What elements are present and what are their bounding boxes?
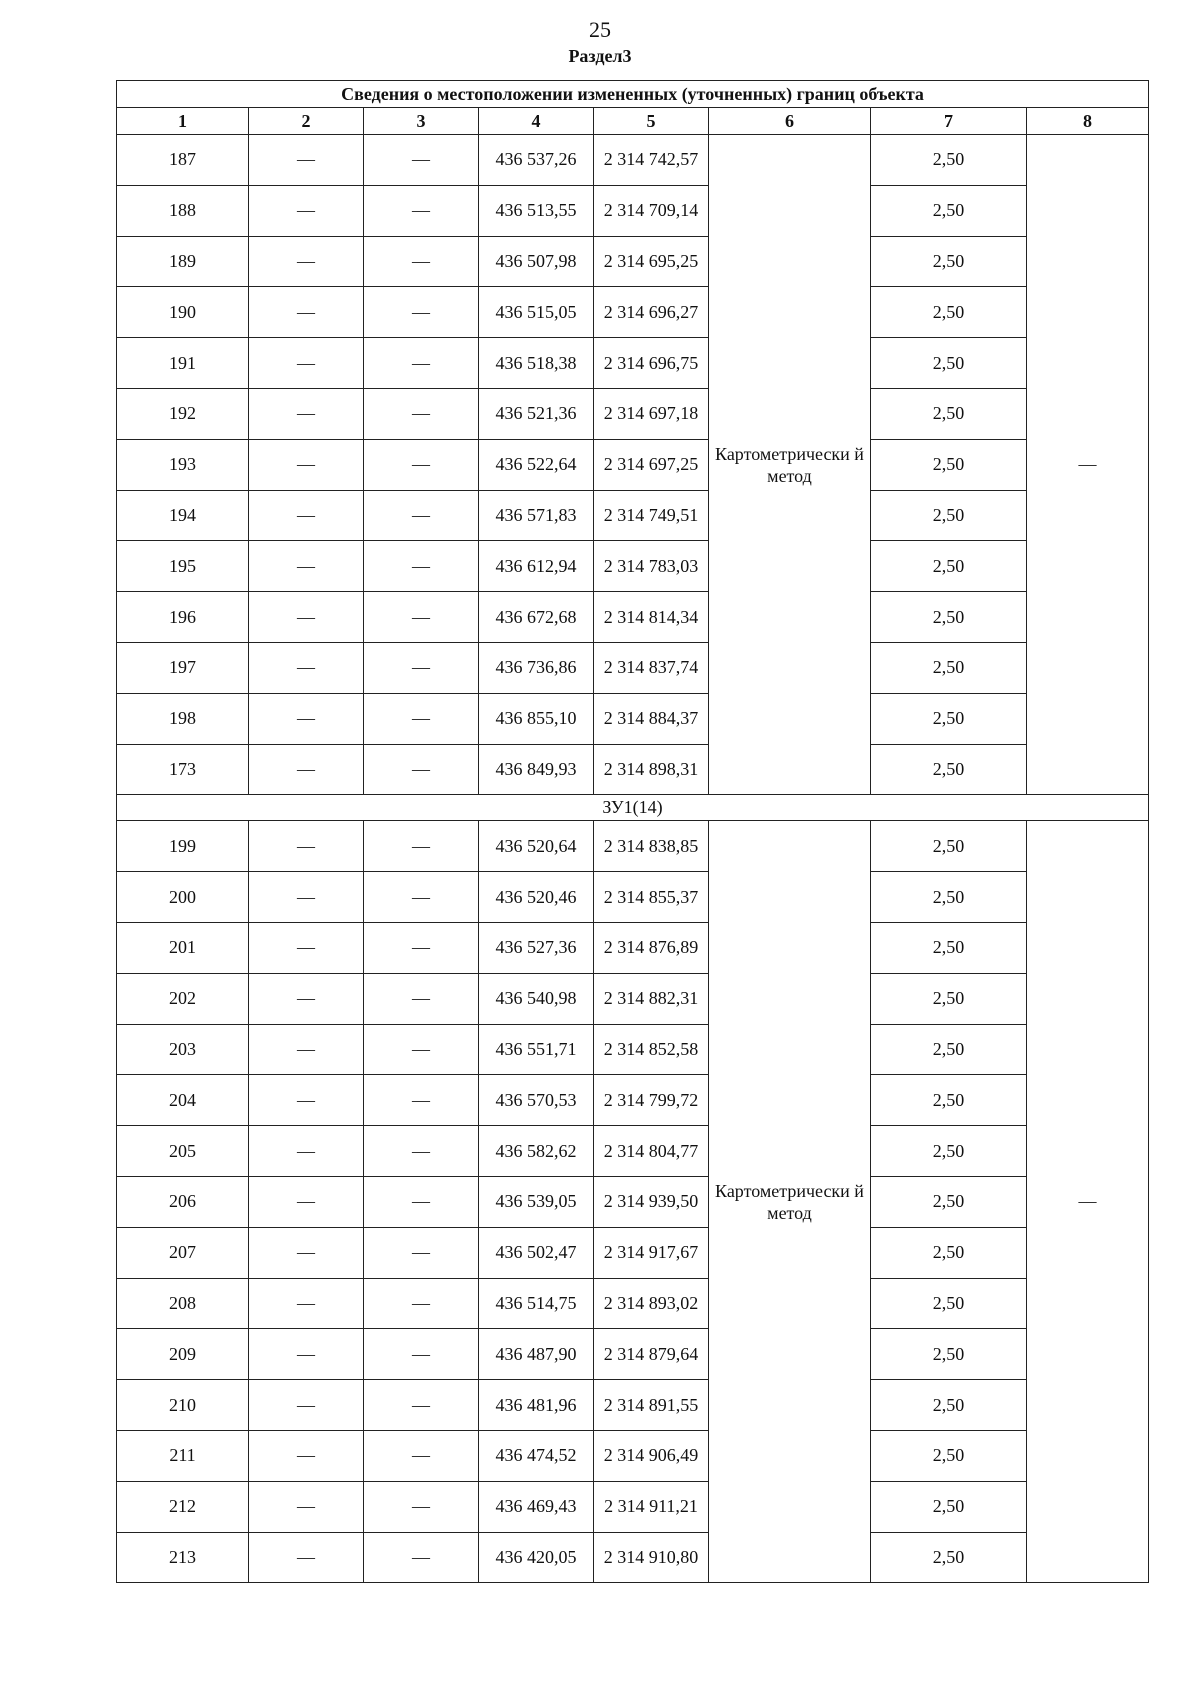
accuracy-cell: 2,50: [871, 388, 1027, 439]
column-header: 6: [709, 108, 871, 135]
accuracy-cell: 2,50: [871, 1024, 1027, 1075]
new-x-cell: 436 672,68: [479, 592, 594, 643]
new-x-cell: 436 507,98: [479, 236, 594, 287]
accuracy-cell: 2,50: [871, 1380, 1027, 1431]
old-x-cell: —: [249, 744, 364, 795]
old-x-cell: —: [249, 1126, 364, 1177]
point-number-cell: 205: [117, 1126, 249, 1177]
old-x-cell: —: [249, 922, 364, 973]
new-y-cell: 2 314 804,77: [594, 1126, 709, 1177]
old-y-cell: —: [364, 1024, 479, 1075]
new-x-cell: 436 515,05: [479, 287, 594, 338]
new-x-cell: 436 420,05: [479, 1532, 594, 1583]
point-number-cell: 196: [117, 592, 249, 643]
old-y-cell: —: [364, 744, 479, 795]
table-row: [117, 1430, 1149, 1481]
point-number-cell: 207: [117, 1227, 249, 1278]
point-number-cell: 191: [117, 338, 249, 389]
new-y-cell: 2 314 696,27: [594, 287, 709, 338]
old-y-cell: —: [364, 642, 479, 693]
new-y-cell: 2 314 876,89: [594, 922, 709, 973]
new-y-cell: 2 314 852,58: [594, 1024, 709, 1075]
new-x-cell: 436 571,83: [479, 490, 594, 541]
old-x-cell: —: [249, 1227, 364, 1278]
old-x-cell: —: [249, 1532, 364, 1583]
point-number-cell: 202: [117, 973, 249, 1024]
new-x-cell: 436 849,93: [479, 744, 594, 795]
table-caption: Сведения о местоположении измененных (уточненных) границ объекта: [117, 81, 1149, 108]
new-y-cell: 2 314 891,55: [594, 1380, 709, 1431]
table-row: [117, 693, 1149, 744]
table-row: [117, 642, 1149, 693]
table-row: [117, 490, 1149, 541]
old-x-cell: —: [249, 872, 364, 923]
table-row: [117, 821, 1149, 872]
accuracy-cell: 2,50: [871, 592, 1027, 643]
table-row: [117, 135, 1149, 186]
point-number-cell: 203: [117, 1024, 249, 1075]
new-x-cell: 436 502,47: [479, 1227, 594, 1278]
point-number-cell: 209: [117, 1329, 249, 1380]
section-title: Раздел3: [568, 46, 632, 66]
new-x-cell: 436 540,98: [479, 973, 594, 1024]
old-y-cell: —: [364, 439, 479, 490]
old-y-cell: —: [364, 821, 479, 872]
new-y-cell: 2 314 697,25: [594, 439, 709, 490]
new-y-cell: 2 314 742,57: [594, 135, 709, 186]
old-x-cell: —: [249, 388, 364, 439]
point-number-cell: 193: [117, 439, 249, 490]
point-number-cell: 208: [117, 1278, 249, 1329]
old-x-cell: —: [249, 490, 364, 541]
accuracy-cell: 2,50: [871, 287, 1027, 338]
column-header: 8: [1027, 108, 1149, 135]
new-x-cell: 436 469,43: [479, 1481, 594, 1532]
old-y-cell: —: [364, 1075, 479, 1126]
old-y-cell: —: [364, 1126, 479, 1177]
new-y-cell: 2 314 838,85: [594, 821, 709, 872]
accuracy-cell: 2,50: [871, 1481, 1027, 1532]
point-number-cell: 195: [117, 541, 249, 592]
old-y-cell: —: [364, 135, 479, 186]
old-y-cell: —: [364, 1481, 479, 1532]
new-y-cell: 2 314 879,64: [594, 1329, 709, 1380]
old-x-cell: —: [249, 973, 364, 1024]
point-number-cell: 173: [117, 744, 249, 795]
column-header: 4: [479, 108, 594, 135]
old-y-cell: —: [364, 1430, 479, 1481]
new-x-cell: 436 474,52: [479, 1430, 594, 1481]
old-y-cell: —: [364, 1532, 479, 1583]
table-row: [117, 287, 1149, 338]
new-x-cell: 436 539,05: [479, 1176, 594, 1227]
new-y-cell: 2 314 855,37: [594, 872, 709, 923]
table-row: [117, 1176, 1149, 1227]
column-8-cell: —: [1027, 135, 1149, 795]
table-row: [117, 236, 1149, 287]
column-8-cell: —: [1027, 821, 1149, 1583]
new-x-cell: 436 570,53: [479, 1075, 594, 1126]
old-y-cell: —: [364, 1380, 479, 1431]
old-y-cell: —: [364, 922, 479, 973]
accuracy-cell: 2,50: [871, 872, 1027, 923]
table-row: [117, 1227, 1149, 1278]
column-header: 5: [594, 108, 709, 135]
new-y-cell: 2 314 910,80: [594, 1532, 709, 1583]
new-x-cell: 436 520,46: [479, 872, 594, 923]
old-x-cell: —: [249, 1329, 364, 1380]
accuracy-cell: 2,50: [871, 1329, 1027, 1380]
point-number-cell: 212: [117, 1481, 249, 1532]
table-row: [117, 872, 1149, 923]
old-y-cell: —: [364, 1227, 479, 1278]
old-y-cell: —: [364, 872, 479, 923]
old-x-cell: —: [249, 541, 364, 592]
table-row: [117, 1532, 1149, 1583]
boundary-coordinates-table: [116, 80, 1149, 1583]
new-y-cell: 2 314 917,67: [594, 1227, 709, 1278]
new-y-cell: 2 314 799,72: [594, 1075, 709, 1126]
old-y-cell: —: [364, 973, 479, 1024]
new-y-cell: 2 314 939,50: [594, 1176, 709, 1227]
table-row: [117, 439, 1149, 490]
new-y-cell: 2 314 697,18: [594, 388, 709, 439]
new-y-cell: 2 314 814,34: [594, 592, 709, 643]
table-row: [117, 1126, 1149, 1177]
new-x-cell: 436 612,94: [479, 541, 594, 592]
old-x-cell: —: [249, 1278, 364, 1329]
accuracy-cell: 2,50: [871, 693, 1027, 744]
old-x-cell: —: [249, 693, 364, 744]
table-row: [117, 541, 1149, 592]
new-x-cell: 436 736,86: [479, 642, 594, 693]
point-number-cell: 187: [117, 135, 249, 186]
accuracy-cell: 2,50: [871, 1430, 1027, 1481]
new-x-cell: 436 537,26: [479, 135, 594, 186]
new-y-cell: 2 314 749,51: [594, 490, 709, 541]
point-number-cell: 213: [117, 1532, 249, 1583]
table-row: [117, 1481, 1149, 1532]
point-number-cell: 198: [117, 693, 249, 744]
point-number-cell: 190: [117, 287, 249, 338]
old-x-cell: —: [249, 1176, 364, 1227]
accuracy-cell: 2,50: [871, 338, 1027, 389]
accuracy-cell: 2,50: [871, 1176, 1027, 1227]
table-row: [117, 388, 1149, 439]
old-x-cell: —: [249, 287, 364, 338]
point-number-cell: 194: [117, 490, 249, 541]
accuracy-cell: 2,50: [871, 1126, 1027, 1177]
new-y-cell: 2 314 882,31: [594, 973, 709, 1024]
new-y-cell: 2 314 837,74: [594, 642, 709, 693]
new-x-cell: 436 518,38: [479, 338, 594, 389]
method-cell: Картометрически й метод: [709, 135, 871, 795]
table-row: [117, 338, 1149, 389]
table-row: [117, 1075, 1149, 1126]
accuracy-cell: 2,50: [871, 744, 1027, 795]
group-label-row: [117, 795, 1149, 821]
new-x-cell: 436 481,96: [479, 1380, 594, 1431]
new-y-cell: 2 314 695,25: [594, 236, 709, 287]
column-header: 1: [117, 108, 249, 135]
point-number-cell: 210: [117, 1380, 249, 1431]
table-row: [117, 744, 1149, 795]
point-number-cell: 188: [117, 185, 249, 236]
old-x-cell: —: [249, 135, 364, 186]
old-y-cell: —: [364, 185, 479, 236]
old-y-cell: —: [364, 1329, 479, 1380]
new-y-cell: 2 314 906,49: [594, 1430, 709, 1481]
accuracy-cell: 2,50: [871, 1227, 1027, 1278]
point-number-cell: 199: [117, 821, 249, 872]
point-number-cell: 204: [117, 1075, 249, 1126]
accuracy-cell: 2,50: [871, 185, 1027, 236]
accuracy-cell: 2,50: [871, 642, 1027, 693]
new-y-cell: 2 314 696,75: [594, 338, 709, 389]
new-x-cell: 436 487,90: [479, 1329, 594, 1380]
old-x-cell: —: [249, 592, 364, 643]
method-cell: Картометрически й метод: [709, 821, 871, 1583]
old-y-cell: —: [364, 338, 479, 389]
point-number-cell: 192: [117, 388, 249, 439]
accuracy-cell: 2,50: [871, 236, 1027, 287]
column-header: 3: [364, 108, 479, 135]
accuracy-cell: 2,50: [871, 1075, 1027, 1126]
accuracy-cell: 2,50: [871, 922, 1027, 973]
old-y-cell: —: [364, 693, 479, 744]
accuracy-cell: 2,50: [871, 490, 1027, 541]
column-header: 7: [871, 108, 1027, 135]
old-y-cell: —: [364, 287, 479, 338]
old-x-cell: —: [249, 1024, 364, 1075]
point-number-cell: 200: [117, 872, 249, 923]
old-x-cell: —: [249, 1380, 364, 1431]
old-y-cell: —: [364, 388, 479, 439]
old-x-cell: —: [249, 338, 364, 389]
new-x-cell: 436 521,36: [479, 388, 594, 439]
old-y-cell: —: [364, 236, 479, 287]
old-y-cell: —: [364, 1176, 479, 1227]
table-row: [117, 1278, 1149, 1329]
new-y-cell: 2 314 783,03: [594, 541, 709, 592]
old-x-cell: —: [249, 1075, 364, 1126]
accuracy-cell: 2,50: [871, 1278, 1027, 1329]
group-label: ЗУ1(14): [117, 795, 1149, 821]
point-number-cell: 189: [117, 236, 249, 287]
old-x-cell: —: [249, 185, 364, 236]
old-y-cell: —: [364, 1278, 479, 1329]
new-y-cell: 2 314 893,02: [594, 1278, 709, 1329]
new-x-cell: 436 582,62: [479, 1126, 594, 1177]
accuracy-cell: 2,50: [871, 821, 1027, 872]
old-x-cell: —: [249, 1481, 364, 1532]
point-number-cell: 211: [117, 1430, 249, 1481]
table-row: [117, 592, 1149, 643]
new-x-cell: 436 513,55: [479, 185, 594, 236]
table-row: [117, 185, 1149, 236]
old-y-cell: —: [364, 592, 479, 643]
accuracy-cell: 2,50: [871, 541, 1027, 592]
table-row: [117, 1329, 1149, 1380]
new-x-cell: 436 527,36: [479, 922, 594, 973]
table-row: [117, 973, 1149, 1024]
accuracy-cell: 2,50: [871, 135, 1027, 186]
accuracy-cell: 2,50: [871, 973, 1027, 1024]
point-number-cell: 197: [117, 642, 249, 693]
old-x-cell: —: [249, 439, 364, 490]
old-x-cell: —: [249, 1430, 364, 1481]
new-x-cell: 436 514,75: [479, 1278, 594, 1329]
old-x-cell: —: [249, 821, 364, 872]
table-body: [117, 135, 1149, 1583]
table-row: [117, 922, 1149, 973]
accuracy-cell: 2,50: [871, 439, 1027, 490]
new-y-cell: 2 314 898,31: [594, 744, 709, 795]
old-y-cell: —: [364, 541, 479, 592]
new-y-cell: 2 314 911,21: [594, 1481, 709, 1532]
table-row: [117, 1380, 1149, 1431]
new-y-cell: 2 314 884,37: [594, 693, 709, 744]
new-y-cell: 2 314 709,14: [594, 185, 709, 236]
accuracy-cell: 2,50: [871, 1532, 1027, 1583]
page-number: 25: [589, 17, 611, 42]
point-number-cell: 206: [117, 1176, 249, 1227]
new-x-cell: 436 522,64: [479, 439, 594, 490]
old-x-cell: —: [249, 236, 364, 287]
old-x-cell: —: [249, 642, 364, 693]
old-y-cell: —: [364, 490, 479, 541]
new-x-cell: 436 551,71: [479, 1024, 594, 1075]
new-x-cell: 436 520,64: [479, 821, 594, 872]
column-header: 2: [249, 108, 364, 135]
point-number-cell: 201: [117, 922, 249, 973]
new-x-cell: 436 855,10: [479, 693, 594, 744]
table-row: [117, 1024, 1149, 1075]
